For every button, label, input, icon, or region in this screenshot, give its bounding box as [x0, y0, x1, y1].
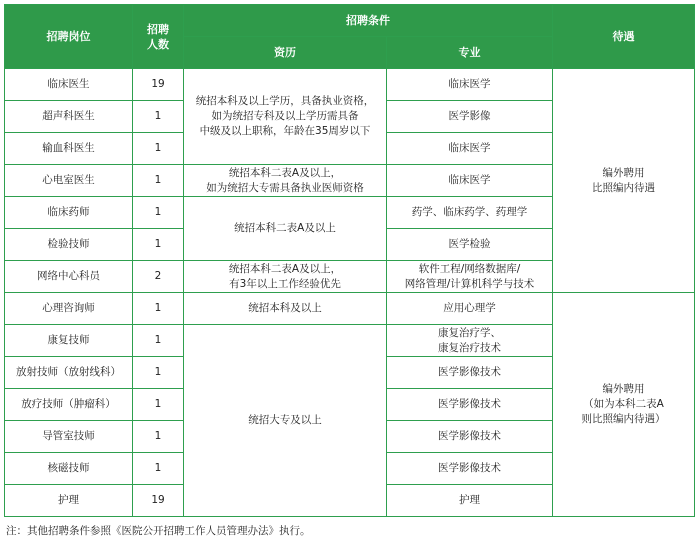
position-cell: 放射技师（放射线科）	[5, 357, 133, 389]
position-cell: 网络中心科员	[5, 261, 133, 293]
position-cell: 临床药师	[5, 197, 133, 229]
header-major: 专业	[387, 37, 553, 69]
position-cell: 心电室医生	[5, 165, 133, 197]
position-cell: 心理咨询师	[5, 293, 133, 325]
position-cell: 护理	[5, 485, 133, 517]
major-cell: 临床医学	[387, 69, 553, 101]
table-row	[5, 69, 695, 101]
header-treatment: 待遇	[553, 5, 695, 69]
position-cell: 检验技师	[5, 229, 133, 261]
treatment-cell: 编外聘用 （如为本科二表A 则比照编内待遇）	[553, 293, 695, 517]
header-qualification: 资历	[184, 37, 387, 69]
major-cell: 医学影像	[387, 101, 553, 133]
position-cell: 导管室技师	[5, 421, 133, 453]
count-cell: 2	[133, 261, 184, 293]
count-cell: 1	[133, 421, 184, 453]
header-conditions: 招聘条件	[184, 5, 553, 37]
count-cell: 1	[133, 133, 184, 165]
recruitment-table-container	[4, 4, 694, 517]
table-row	[5, 293, 695, 325]
position-cell: 输血科医生	[5, 133, 133, 165]
qualification-cell: 统招本科二表A及以上， 如为统招大专需具备执业医师资格	[184, 165, 387, 197]
major-cell: 医学影像技术	[387, 389, 553, 421]
count-cell: 1	[133, 389, 184, 421]
count-cell: 19	[133, 485, 184, 517]
qualification-cell: 统招本科二表A及以上， 有3年以上工作经验优先	[184, 261, 387, 293]
position-cell: 核磁技师	[5, 453, 133, 485]
major-cell: 医学影像技术	[387, 453, 553, 485]
footnote: 注：其他招聘条件参照《医院公开招聘工作人员管理办法》执行。	[6, 525, 311, 537]
major-cell: 康复治疗学、 康复治疗技术	[387, 325, 553, 357]
count-cell: 1	[133, 229, 184, 261]
major-cell: 医学影像技术	[387, 357, 553, 389]
treatment-cell: 编外聘用 比照编内待遇	[553, 69, 695, 293]
count-cell: 1	[133, 101, 184, 133]
major-cell: 药学、临床药学、药理学	[387, 197, 553, 229]
header-row-1	[5, 5, 695, 37]
qualification-cell: 统招本科及以上	[184, 293, 387, 325]
position-cell: 临床医生	[5, 69, 133, 101]
qualification-cell: 统招本科及以上学历，具备执业资格， 如为统招专科及以上学历需具备 中级及以上职称，年龄在35周岁以下	[184, 69, 387, 165]
count-cell: 1	[133, 325, 184, 357]
major-cell: 医学检验	[387, 229, 553, 261]
position-cell: 放疗技师（肿瘤科）	[5, 389, 133, 421]
position-cell: 康复技师	[5, 325, 133, 357]
qualification-cell: 统招大专及以上	[184, 325, 387, 517]
count-cell: 1	[133, 197, 184, 229]
count-cell: 1	[133, 165, 184, 197]
header-position: 招聘岗位	[5, 5, 133, 69]
count-cell: 19	[133, 69, 184, 101]
recruitment-table	[4, 4, 695, 517]
major-cell: 护理	[387, 485, 553, 517]
major-cell: 应用心理学	[387, 293, 553, 325]
count-cell: 1	[133, 453, 184, 485]
major-cell: 软件工程/网络数据库/ 网络管理/计算机科学与技术	[387, 261, 553, 293]
qualification-cell: 统招本科二表A及以上	[184, 197, 387, 261]
major-cell: 医学影像技术	[387, 421, 553, 453]
count-cell: 1	[133, 357, 184, 389]
header-count: 招聘 人数	[133, 5, 184, 69]
count-cell: 1	[133, 293, 184, 325]
position-cell: 超声科医生	[5, 101, 133, 133]
major-cell: 临床医学	[387, 165, 553, 197]
major-cell: 临床医学	[387, 133, 553, 165]
